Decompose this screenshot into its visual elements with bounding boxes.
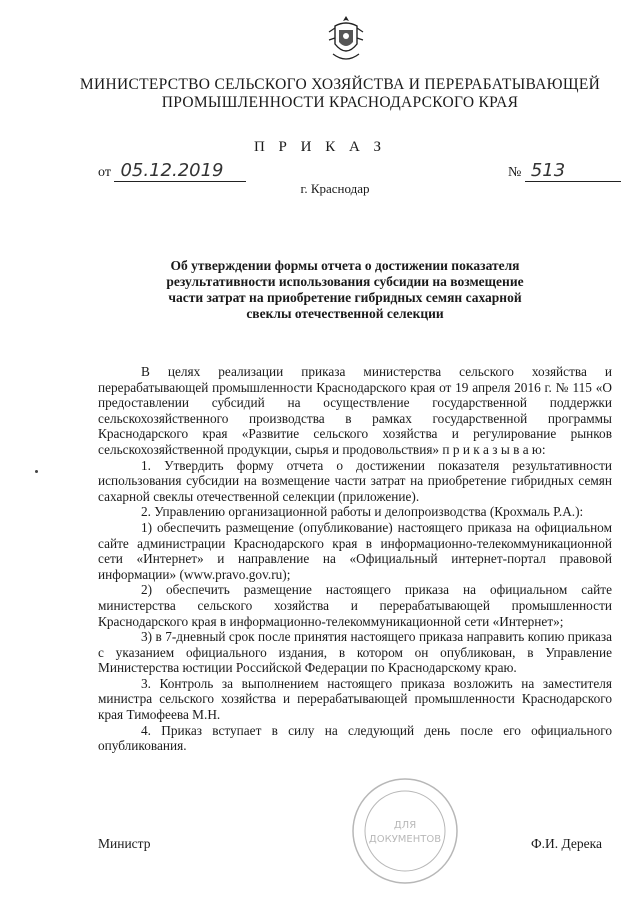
paragraph-item-1: 1. Утвердить форму отчета о достижении показателя результативности использования субсидии на возмещение части затрат на приобретение гибридных семян сахарной свеклы отечественной селекции (приложение). — [98, 457, 612, 504]
number-prefix: № — [508, 165, 522, 180]
order-body — [98, 364, 612, 754]
svg-text:ДОКУМЕНТОВ: ДОКУМЕНТОВ — [368, 834, 442, 845]
paragraph-item-2-2: 2) обеспечить размещение настоящего приказа на официальном сайте министерства сельского хозяйства и перерабатывающей промышленности Краснодарского края в информационно-телекоммуникационной сети «Интернет»; — [98, 582, 612, 629]
ministry-line-2: ПРОМЫШЛЕННОСТИ КРАСНОДАРСКОГО КРАЯ — [161, 94, 519, 111]
paragraph-item-2: 2. Управлению организационной работы и делопроизводства (Крохмаль Р.А.): — [141, 504, 584, 520]
order-number-row — [508, 160, 621, 182]
stamp-icon — [350, 776, 460, 886]
ministry-name — [60, 76, 620, 112]
signature-name: Ф.И. Дерека — [531, 836, 602, 851]
paragraph-item-2-3: 3) в 7-дневный срок после принятия настоящего приказа направить копию приказа с указанием официального издания, в котором он опубликован, в Управление Министерства юстиции Российской Федерации по Краснодарскому краю. — [98, 629, 612, 676]
paragraph-preamble: В целях реализации приказа министерства сельского хозяйства и перерабатывающей промышленности Краснодарского края от 19 апреля 2016 г. № 115 «О предоставлении субсидий на осуществление государственной поддержки сельскохозяйственного производства в рамках государственной программы Краснодарского края «Развитие сельского хозяйства и регулирование рынков сельскохозяйственной продукции, сырья и продовольствия» п р и к а з ы в а ю: — [98, 364, 612, 457]
order-date: 05.12.2019 — [114, 160, 246, 182]
coat-of-arms-icon — [327, 14, 365, 64]
signature-position: Министр — [98, 836, 151, 851]
order-title: П Р И К А З — [253, 139, 387, 155]
scan-dot — [35, 470, 38, 473]
paragraph-item-4: 4. Приказ вступает в силу на следующий день после его официального опубликования. — [98, 722, 612, 754]
paragraph-item-3: 3. Контроль за выполнением настоящего приказа возложить на заместителя министра сельского хозяйства и перерабатывающей промышленности Краснодарского края Тимофеева М.Н. — [98, 675, 612, 723]
ministry-line-1: МИНИСТЕРСТВО СЕЛЬСКОГО ХОЗЯЙСТВА И ПЕРЕРАБАТЫВАЮЩЕЙ — [79, 76, 601, 93]
date-prefix: от — [98, 165, 111, 180]
order-heading: Об утверждении формы отчета о достижении показателя результативности использования субсидии на возмещение части затрат на приобретение гибридных семян сахарной свеклы отечественной селекции — [166, 258, 524, 321]
paragraph-item-2-1: 1) обеспечить размещение (опубликование) настоящего приказа на официальном сайте администрации Краснодарского края в информационно-телекоммуникационной сети «Интернет» и направление на «Официальный интернет-портал правовой информации» (www.pravo.gov.ru); — [98, 519, 612, 582]
svg-text:ДЛЯ: ДЛЯ — [393, 820, 417, 831]
order-date-row — [98, 160, 246, 182]
order-number: 513 — [525, 160, 621, 182]
order-city: г. Краснодар — [300, 181, 370, 196]
